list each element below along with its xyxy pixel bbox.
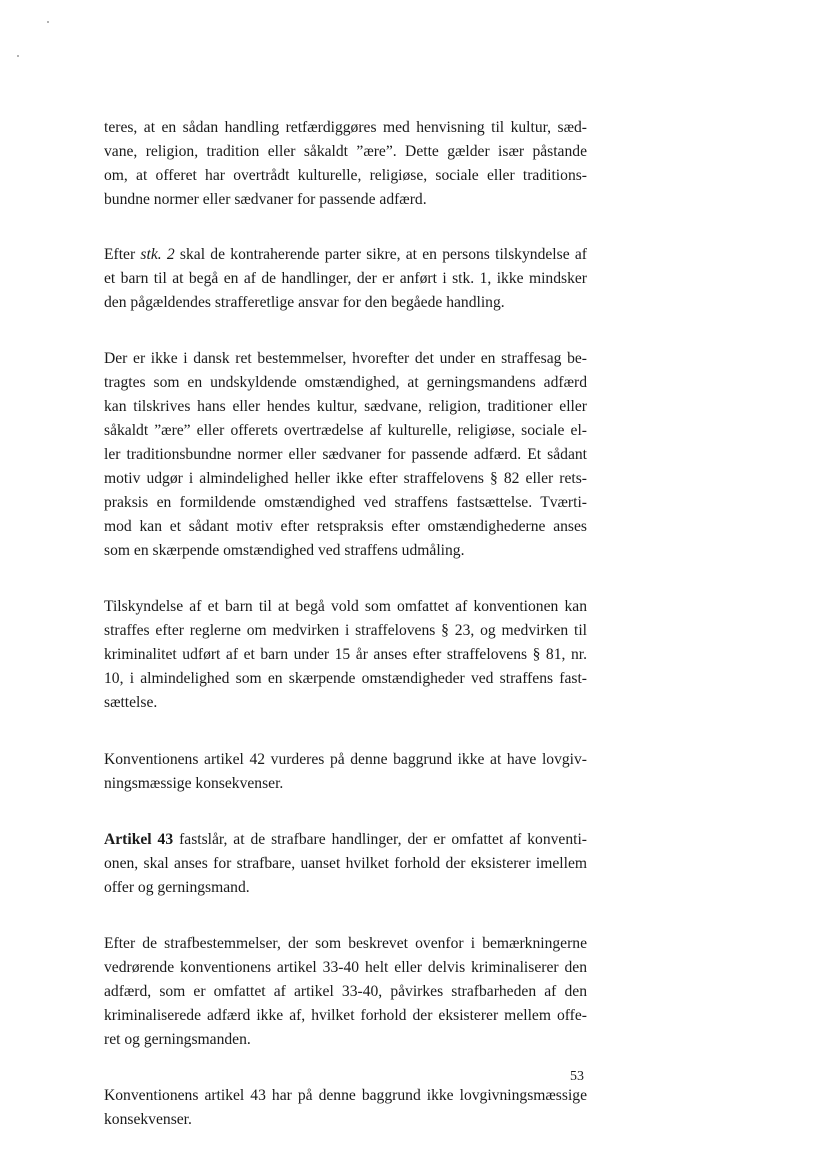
document-page — [104, 116, 587, 1164]
text-line: Konventionens artikel 43 har på denne baggrund ikke lovgivningsmæssige — [104, 1087, 587, 1104]
text-line: praksis en formildende omstændighed ved straffens fastsættelse. Tværti- — [104, 494, 587, 511]
text-line: teres, at en sådan handling retfærdiggøres med henvisning til kultur, sæd- — [104, 119, 587, 136]
scan-speck — [47, 21, 49, 23]
text-line: såkaldt ”ære” eller offerets overtrædelse af kulturelle, religiøse, sociale el- — [104, 422, 587, 439]
article-heading: Artikel 43 — [104, 831, 174, 848]
text-line: kan tilskrives hans eller hendes kultur, sædvane, religion, traditioner eller — [104, 398, 587, 415]
text-line: den pågældendes strafferetlige ansvar for den begåede handling. — [104, 294, 505, 311]
text-line: bundne normer eller sædvaner for passende adfærd. — [104, 191, 427, 208]
paragraph-6 — [104, 828, 587, 900]
text-line: som en skærpende omstændighed ved straffens udmåling. — [104, 542, 465, 559]
text-line: offer og gerningsmand. — [104, 879, 250, 896]
text-line: ningsmæssige konsekvenser. — [104, 775, 284, 792]
text-line: adfærd, som er omfattet af artikel 33-40, påvirkes strafbarheden af den — [104, 983, 587, 1000]
text-line: ler traditionsbundne normer eller sædvaner for passende adfærd. Et sådant — [104, 446, 587, 463]
text-run: fastslår, at de strafbare handlinger, der er omfattet af konventi- — [173, 831, 587, 848]
text-line: tragtes som en undskyldende omstændighed, at gerningsmandens adfærd — [104, 374, 587, 391]
text-line: Konventionens artikel 42 vurderes på denne baggrund ikke at have lovgiv- — [104, 751, 587, 768]
paragraph-8 — [104, 1084, 587, 1132]
text-line: onen, skal anses for strafbare, uanset hvilket forhold der eksisterer imellem — [104, 855, 587, 872]
text-run: skal de kontraherende parter sikre, at en persons tilskyndelse af — [174, 246, 587, 263]
paragraph-4 — [104, 595, 587, 715]
scan-speck — [17, 55, 19, 57]
text-line: Tilskyndelse af et barn til at begå vold som omfattet af konventionen kan — [104, 598, 587, 615]
text-line: Der er ikke i dansk ret bestemmelser, hvorefter det under en straffesag be- — [104, 350, 587, 367]
paragraph-7 — [104, 932, 587, 1052]
text-line: Efter de strafbestemmelser, der som beskrevet ovenfor i bemærkningerne — [104, 935, 587, 952]
text-line: vedrørende konventionens artikel 33-40 helt eller delvis kriminaliserer den — [104, 959, 587, 976]
text-line: vane, religion, tradition eller såkaldt ”ære”. Dette gælder især påstande — [104, 143, 587, 160]
text-line: ret og gerningsmanden. — [104, 1031, 251, 1048]
text-line: et barn til at begå en af de handlinger, der er anført i stk. 1, ikke mindsker — [104, 270, 587, 287]
text-line — [104, 828, 587, 852]
stk-reference: stk. 2 — [140, 246, 175, 263]
text-line: konsekvenser. — [104, 1111, 192, 1128]
paragraph-3 — [104, 347, 587, 563]
text-line: om, at offeret har overtrådt kulturelle, religiøse, sociale eller traditions- — [104, 167, 587, 184]
text-line: kriminaliserede adfærd ikke af, hvilket forhold der eksisterer mellem offe- — [104, 1007, 587, 1024]
text-line: mod kan et sådant motiv efter retspraksis efter omstændighederne anses — [104, 518, 587, 535]
text-line: motiv udgør i almindelighed heller ikke efter straffelovens § 82 eller rets- — [104, 470, 587, 487]
paragraph-5 — [104, 748, 587, 796]
text-line: 10, i almindelighed som en skærpende omstændigheder ved straffens fast- — [104, 670, 587, 687]
text-run: Efter — [104, 246, 141, 263]
text-line — [104, 243, 587, 267]
text-line: sættelse. — [104, 694, 158, 711]
text-line: straffes efter reglerne om medvirken i straffelovens § 23, og medvirken til — [104, 622, 587, 639]
paragraph-1 — [104, 116, 587, 212]
paragraph-2 — [104, 243, 587, 315]
page-number: 53 — [570, 1069, 584, 1084]
text-line: kriminalitet udført af et barn under 15 år anses efter straffelovens § 81, nr. — [104, 646, 587, 663]
